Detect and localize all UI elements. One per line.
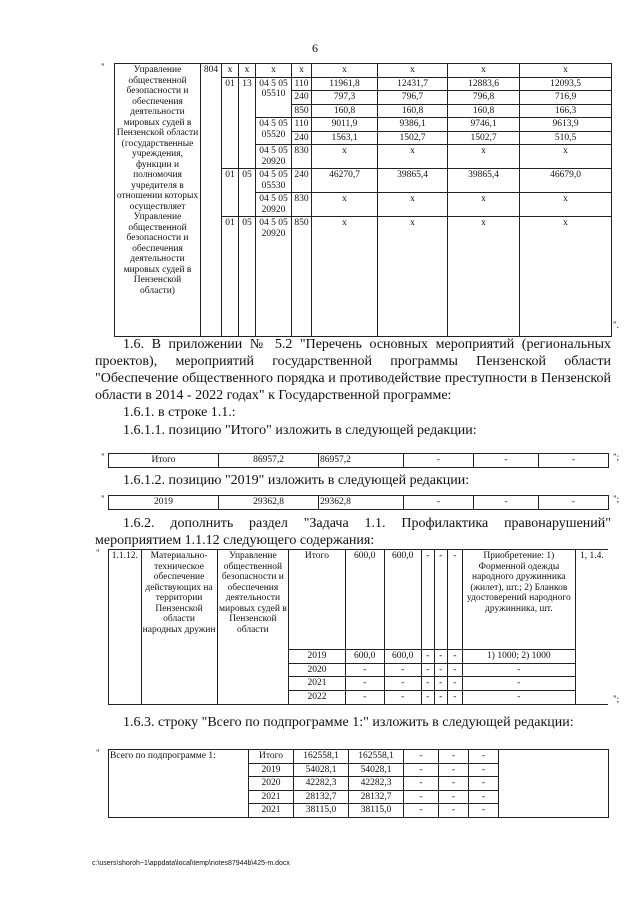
table-row: 01 13 04 5 05 05510 110 11961,8 12431,7 12883,6 12093,5	[115, 77, 612, 91]
row-2019-table	[108, 495, 609, 510]
paragraph-1-6-3: 1.6.3. строку "Всего по подпрограмме 1:" изложить в следующей редакции:	[123, 715, 574, 730]
quote-open: "	[101, 62, 105, 72]
table-row: 2020 - - - - - -	[109, 663, 609, 677]
table-row: 850 160,8 160,8 160,8 166,3	[115, 104, 612, 118]
itogo-row-table	[108, 453, 609, 468]
footer-file-path: c:\users\shoroh~1\appdata\local\temp\notes87944b\425-m.docx	[92, 860, 290, 867]
table-row: 2019 54028,1 54028,1 - - -	[109, 763, 609, 777]
table-row: 240 797,3 796,7 796,8 716,9	[115, 91, 612, 105]
table-row: 04 5 05 05520 110 9011,9 9386,1 9746,1 9613,9	[115, 118, 612, 132]
table-row: 04 5 05 20920 830 x x x x	[115, 193, 612, 217]
paragraph-1-6-1-2: 1.6.1.2. позицию "2019" изложить в следующей редакции:	[123, 473, 470, 488]
paragraph-1-6-2: 1.6.2. дополнить раздел "Задача 1.1. Профилактика правонарушений" мероприятием 1.1.12 следующего содержания:	[95, 516, 611, 548]
table-row: 2021 28132,7 28132,7 - - -	[109, 790, 609, 804]
table-row: 04 5 05 20920 830 x x x x	[115, 145, 612, 169]
table-row: 2022 - - - - - -	[109, 690, 609, 704]
quote-open: "	[96, 748, 100, 758]
quote-open: "	[101, 452, 105, 462]
table-row: 2020 42282,3 42282,3 - - -	[109, 777, 609, 791]
quote-close: ";	[613, 494, 620, 504]
quote-open: "	[96, 548, 100, 558]
page-number: 6	[312, 41, 318, 55]
budget-table: Управление общественной безопасности и обеспечения деятельности мировых судей в Пензенской области (государственные учреждения, функции и полномочия учредителя в отношении которых осуществляет Управление общественной безопасности и обеспечения деятельности мировых судей в Пензенской области) 804 x x x x x x x x 01 13 04 5 05 05510 110 11961,8 12431,7 12883,6 12093,5 240 797,3 796,7 796,8 716,9 850 160,8 160,8 160,8 166,3 04 5 05 05520 110 9011,9 9386,1 9746,1 9613,9 240 1563,1 1502,7 1502,7 510,5 04 5 05 20920 830 x x x x 01 05 04 5 05 05530 240 46270,7 39865,4 39865,4 46679,0 04 5 05 20920 830 x x x x 01 05 04 5 05 20920 850 x x x x	[114, 63, 612, 337]
table-row: 1.1.12. Материально-техническое обеспечение действующих на территории Пензенской области народных дружин Управление общественной безопасности и обеспечения деятельности мировых судей в Пензенской области Итого 600,0 600,0 - - - Приобретение: 1) Форменной одежды народного дружинника (жилет), шт.; 2) Бланков удостоверений народного дружинника, шт. 1, 1.4.	[109, 550, 609, 650]
paragraph-1-6-1-1: 1.6.1.1. позицию "Итого" изложить в следующей редакции:	[123, 423, 477, 438]
table-row: 2021 - - - - - -	[109, 677, 609, 691]
table-row: 2021 38115,0 38115,0 - - -	[109, 804, 609, 818]
table-row: 2019 600,0 600,0 - - - 1) 1000; 2) 1000	[109, 650, 609, 664]
measure-table	[108, 549, 608, 705]
quote-open: "	[101, 494, 105, 504]
org-code: 804	[201, 64, 222, 337]
table-row: 240 1563,1 1502,7 1502,7 510,5	[115, 131, 612, 145]
table-row: Итого 86957,2 86957,2 - - -	[109, 454, 609, 468]
paragraph-1-6: 1.6. В приложении № 5.2 "Перечень основных мероприятий (региональных проектов), мероприятий государственной программы Пензенской области "Обеспечение общественного порядка и противодействие преступности в Пензенской области в 2014 - 2022 годах" к Государственной программе:	[95, 337, 611, 403]
paragraph-1-6-1: 1.6.1. в строке 1.1.:	[123, 405, 236, 420]
table-row: Всего по подпрограмме 1: Итого 162558,1 162558,1 - - -	[109, 750, 609, 764]
quote-close: ";	[613, 452, 620, 462]
quote-close: ".	[613, 320, 619, 330]
table-row: 2019 29362,8 29362,8 - - -	[109, 496, 609, 510]
subprogram-total-table	[108, 749, 609, 818]
table-row: 01 05 04 5 05 05530 240 46270,7 39865,4 39865,4 46679,0	[115, 169, 612, 193]
org-name: Управление общественной безопасности и обеспечения деятельности мировых судей в Пензенской области (государственные учреждения, функции и полномочия учредителя в отношении которых осуществляет Управление общественной безопасности и обеспечения деятельности мировых судей в Пензенской области)	[115, 64, 201, 337]
quote-close: ";	[613, 694, 620, 704]
table-row: 01 05 04 5 05 20920 850 x x x x	[115, 217, 612, 337]
